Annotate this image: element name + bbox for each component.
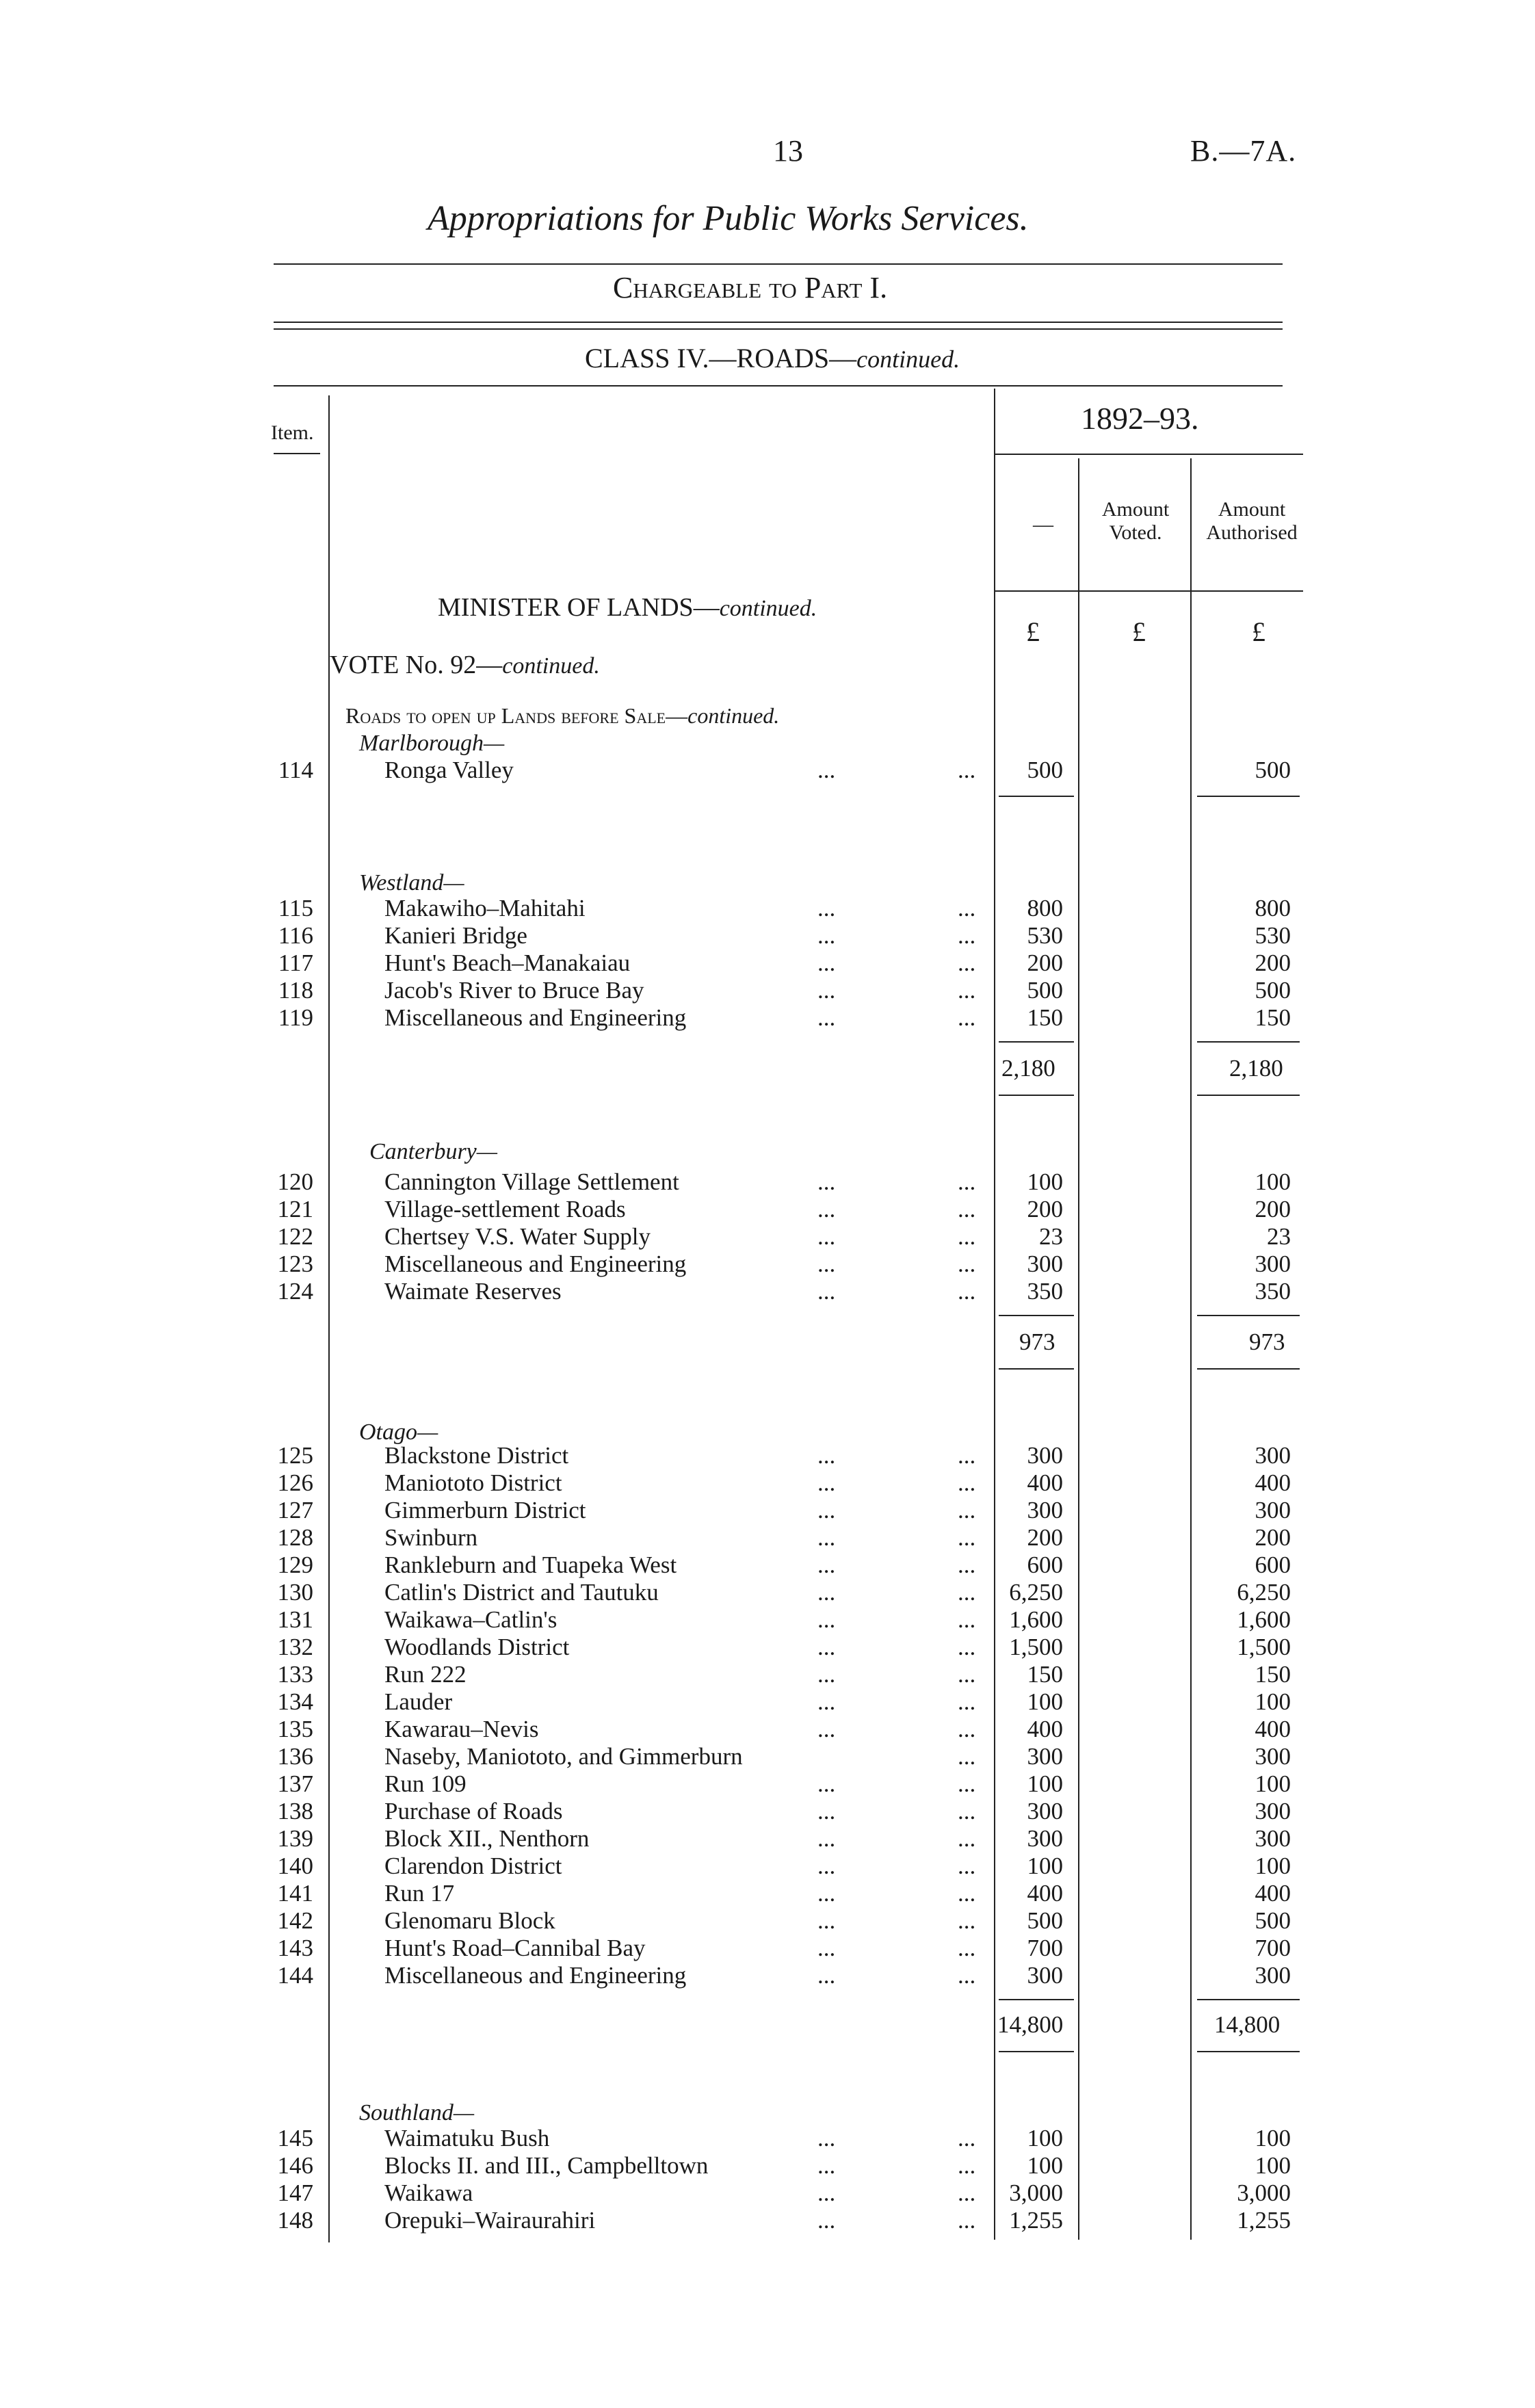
amount-authorised: 700 [1255,1935,1291,1961]
amount: 400 [1027,1880,1063,1907]
leader-dots: ... [958,2207,976,2234]
table-row [0,1962,1535,1989]
amount-authorised: 300 [1255,1251,1291,1277]
item-number: 134 [277,1688,313,1715]
item-name: Woodlands District [384,1634,570,1660]
table-row [0,1223,1535,1251]
leader-dots: ... [817,950,836,976]
amount-authorised: 300 [1255,1798,1291,1824]
item-name: Makawiho–Mahitahi [384,895,586,921]
leader-dots: ... [958,1770,976,1797]
rule-double-2 [274,328,1283,330]
item-name: Clarendon District [384,1853,562,1879]
item-number: 133 [277,1661,313,1688]
amount: 400 [1027,1469,1063,1496]
page-number: 13 [773,134,803,168]
item-name: Miscellaneous and Engineering [384,1251,687,1277]
leader-dots: ... [817,1524,836,1551]
amount-authorised: 100 [1255,2125,1291,2151]
item-name: Gimmerburn District [384,1497,586,1523]
voted-header-line-1: Amount [1101,498,1170,521]
amount: 150 [1027,1004,1063,1031]
rule-otago-sum2 [1197,1999,1300,2000]
item-name: Run 17 [384,1880,455,1907]
table-row [0,1880,1535,1907]
item-name: Waikawa [384,2180,473,2206]
rule-westland-end1 [999,1095,1074,1096]
leader-dots: ... [817,1688,836,1715]
rule-class [274,385,1283,387]
amount-authorised: 1,255 [1237,2207,1291,2234]
otago-total-authorised: 14,800 [1214,2011,1281,2038]
subtitle: Chargeable to Part I. [613,271,888,304]
amount-authorised: 200 [1255,1196,1291,1222]
table-row [0,1196,1535,1223]
leader-dots: ... [817,1716,836,1742]
leader-dots: ... [817,1962,836,1989]
amount: 100 [1027,2125,1063,2151]
table-row [0,2180,1535,2207]
item-name: Maniototo District [384,1469,562,1496]
amount-authorised: 150 [1255,1661,1291,1688]
leader-dots: ... [817,1798,836,1824]
leader-dots: ... [958,1223,976,1250]
table-row [0,1798,1535,1825]
item-name: Block XII., Nenthorn [384,1825,590,1852]
leader-dots: ... [817,1168,836,1195]
table-row [0,895,1535,922]
table-row [0,922,1535,950]
leader-dots: ... [958,1661,976,1688]
amount-authorised: 800 [1255,895,1291,921]
table-row [0,1278,1535,1305]
leader-dots: ... [817,977,836,1004]
year-rule [995,454,1303,455]
item-name: Run 109 [384,1770,467,1797]
item-number: 136 [277,1743,313,1770]
table-row [0,1661,1535,1688]
table-row [0,2152,1535,2180]
item-underline [274,453,320,454]
item-name: Miscellaneous and Engineering [384,1962,687,1989]
leader-dots: ... [958,1497,976,1523]
amount: 300 [1027,1798,1063,1824]
item-name: Orepuki–Wairaurahiri [384,2207,596,2234]
item-number: 115 [278,895,313,921]
amount-authorised: 530 [1255,922,1291,949]
header-bottom-rule [995,590,1303,592]
amount: 100 [1027,1853,1063,1879]
table-row [0,1716,1535,1743]
item-number: 144 [277,1962,313,1989]
leader-dots: ... [958,1251,976,1277]
item-number: 121 [277,1196,313,1222]
leader-dots: ... [817,1935,836,1961]
leader-dots: ... [817,1853,836,1879]
table-row [0,950,1535,977]
item-name: Lauder [384,1688,453,1715]
item-name: Hunt's Road–Cannibal Bay [384,1935,646,1961]
leader-dots: ... [958,950,976,976]
item-number: 132 [277,1634,313,1660]
amount-authorised: 200 [1255,1524,1291,1551]
item-name: Rankleburn and Tuapeka West [384,1552,677,1578]
item-number: 123 [277,1251,313,1277]
table-row [0,1688,1535,1716]
table-row [0,1552,1535,1579]
leader-dots: ... [958,1579,976,1606]
amount-authorised: 100 [1255,1688,1291,1715]
leader-dots: ... [958,1168,976,1195]
amount: 200 [1027,950,1063,976]
item-number: 114 [278,757,313,783]
amount-authorised: 300 [1255,1825,1291,1852]
amount-authorised: 300 [1255,1497,1291,1523]
item-number: 131 [277,1606,313,1633]
table-row [0,2207,1535,2234]
leader-dots: ... [958,2180,976,2206]
item-number: 116 [278,922,313,949]
item-number: 122 [277,1223,313,1250]
rule-double-1 [274,322,1283,323]
amount: 150 [1027,1661,1063,1688]
leader-dots: ... [817,1661,836,1688]
section-canterbury: Canterbury— [369,1139,497,1164]
item-name: Waimatuku Bush [384,2125,550,2151]
table-row [0,1825,1535,1853]
minister-heading: MINISTER OF LANDS—continued. [438,593,817,622]
leader-dots: ... [817,1907,836,1934]
table-row [0,1497,1535,1524]
amount-authorised: 300 [1255,1442,1291,1469]
item-number: 143 [277,1935,313,1961]
leader-dots: ... [817,2125,836,2151]
amount: 300 [1027,1497,1063,1523]
item-number: 117 [278,950,313,976]
item-name: Catlin's District and Tautuku [384,1579,659,1606]
item-number: 128 [277,1524,313,1551]
section-westland: Westland— [359,870,464,895]
leader-dots: ... [817,1442,836,1469]
item-name: Run 222 [384,1661,467,1688]
rule-westland-sum2 [1197,1041,1300,1043]
table-row [0,1907,1535,1935]
rule-canterbury-sum1 [999,1315,1074,1316]
amount: 200 [1027,1196,1063,1222]
leader-dots: ... [817,895,836,921]
item-number: 141 [277,1880,313,1907]
leader-dots: ... [817,1770,836,1797]
leader-dots: ... [958,922,976,949]
leader-dots: ... [817,1497,836,1523]
leader-dots: ... [817,922,836,949]
amount-authorised: 500 [1255,1907,1291,1934]
amount-authorised: 3,000 [1237,2180,1291,2206]
rule-canterbury-end1 [999,1368,1074,1370]
currency-col1: £ [1026,616,1040,647]
amount: 530 [1027,922,1063,949]
item-number: 127 [277,1497,313,1523]
leader-dots: ... [958,1935,976,1961]
item-name: Purchase of Roads [384,1798,563,1824]
currency-col3: £ [1252,616,1265,647]
item-name: Miscellaneous and Engineering [384,1004,687,1031]
item-number: 124 [277,1278,313,1305]
leader-dots: ... [958,1798,976,1824]
leader-dots: ... [958,2125,976,2151]
vote-heading: VOTE No. 92—continued. [330,651,600,679]
section-southland: Southland— [359,2100,475,2125]
leader-dots: ... [817,757,836,783]
item-name: Hunt's Beach–Manakaiau [384,950,631,976]
leader-dots: ... [958,1743,976,1770]
leader-dots: ... [958,977,976,1004]
leader-dots: ... [958,1880,976,1907]
rule-canterbury-sum2 [1197,1315,1300,1316]
amount-authorised: 1,500 [1237,1634,1291,1660]
amount: 500 [1027,977,1063,1004]
amount-authorised: 100 [1255,2152,1291,2179]
amount: 350 [1027,1278,1063,1305]
amount: 3,000 [1009,2180,1063,2206]
item-number: 138 [277,1798,313,1824]
leader-dots: ... [958,1442,976,1469]
amount-authorised: 400 [1255,1716,1291,1742]
amount: 500 [1027,757,1063,783]
leader-dots: ... [958,1853,976,1879]
table-row [0,977,1535,1004]
authorised-column-header [1194,498,1310,545]
leader-dots: ... [958,1962,976,1989]
rule-otago-end2 [1197,2051,1300,2052]
leader-dots: ... [817,1579,836,1606]
item-number: 140 [277,1853,313,1879]
amount: 800 [1027,895,1063,921]
item-name: Waikawa–Catlin's [384,1606,557,1633]
amount-authorised: 6,250 [1237,1579,1291,1606]
leader-dots: ... [958,1606,976,1633]
table-row [0,1634,1535,1661]
leader-dots: ... [817,1634,836,1660]
leader-dots: ... [817,2152,836,2179]
rule-marlborough-sub1 [999,796,1074,797]
authorised-header-line-2: Authorised [1206,521,1298,544]
leader-dots: ... [817,1223,836,1250]
rule-westland-sum1 [999,1041,1074,1043]
leader-dots: ... [958,895,976,921]
item-number: 118 [278,977,313,1004]
item-name: Glenomaru Block [384,1907,555,1934]
leader-dots: ... [958,1825,976,1852]
leader-dots: ... [958,2152,976,2179]
table-row [0,1469,1535,1497]
amount-authorised: 500 [1255,977,1291,1004]
table-row [0,1251,1535,1278]
leader-dots: ... [958,1716,976,1742]
leader-dots: ... [817,1825,836,1852]
amount: 300 [1027,1825,1063,1852]
item-name: Village-settlement Roads [384,1196,626,1222]
table-row [0,2125,1535,2152]
item-name: Kawarau–Nevis [384,1716,539,1742]
amount-authorised: 500 [1255,757,1291,783]
leader-dots: ... [958,1004,976,1031]
amount: 600 [1027,1552,1063,1578]
leader-dots: ... [817,1004,836,1031]
rule-otago-end1 [999,2051,1074,2052]
leader-dots: ... [958,757,976,783]
leader-dots: ... [958,1634,976,1660]
section-marlborough: Marlborough— [359,731,505,756]
item-number: 142 [277,1907,313,1934]
amount: 100 [1027,1688,1063,1715]
amount: 500 [1027,1907,1063,1934]
item-name: Swinburn [384,1524,478,1551]
roads-heading: Roads to open up Lands before Sale—continued. [345,703,780,728]
section-otago: Otago— [359,1419,438,1445]
table-row [0,1935,1535,1962]
amount-authorised: 150 [1255,1004,1291,1031]
rule-marlborough-sub2 [1197,796,1300,797]
amount: 6,250 [1009,1579,1063,1606]
item-name: Chertsey V.S. Water Supply [384,1223,651,1250]
amount: 300 [1027,1442,1063,1469]
item-number: 135 [277,1716,313,1742]
leader-dots: ... [817,1880,836,1907]
leader-dots: ... [958,1196,976,1222]
dash-column-header: — [1033,513,1053,536]
leader-dots: ... [958,1524,976,1551]
amount-authorised: 350 [1255,1278,1291,1305]
item-name: Jacob's River to Bruce Bay [384,977,644,1004]
year-header: 1892–93. [1081,401,1199,436]
amount-authorised: 200 [1255,950,1291,976]
voted-header-line-2: Voted. [1109,521,1162,544]
table-row [0,1442,1535,1469]
item-name: Blackstone District [384,1442,569,1469]
document-reference: B.—7A. [1190,134,1297,168]
amount: 400 [1027,1716,1063,1742]
table-row [0,1168,1535,1196]
leader-dots: ... [958,1688,976,1715]
item-number: 130 [277,1579,313,1606]
amount: 1,255 [1009,2207,1063,2234]
item-number: 137 [277,1770,313,1797]
westland-total-authorised: 2,180 [1229,1055,1283,1082]
rule-otago-sum1 [999,1999,1074,2000]
amount-authorised: 23 [1267,1223,1291,1250]
table-row [0,1606,1535,1634]
amount: 100 [1027,1168,1063,1195]
item-number: 145 [277,2125,313,2151]
rule-westland-end2 [1197,1095,1300,1096]
amount: 200 [1027,1524,1063,1551]
amount-authorised: 1,600 [1237,1606,1291,1633]
amount-authorised: 100 [1255,1853,1291,1879]
item-column-header: Item. [271,421,314,444]
item-number: 129 [277,1552,313,1578]
item-name: Blocks II. and III., Campbelltown [384,2152,709,2179]
rule-top [274,263,1283,265]
leader-dots: ... [817,1606,836,1633]
table-row [0,1524,1535,1552]
amount: 300 [1027,1251,1063,1277]
item-number: 125 [277,1442,313,1469]
amount-authorised: 400 [1255,1880,1291,1907]
amount-authorised: 100 [1255,1168,1291,1195]
leader-dots: ... [817,2180,836,2206]
leader-dots: ... [958,1469,976,1496]
leader-dots: ... [817,1278,836,1305]
item-name: Cannington Village Settlement [384,1168,679,1195]
amount-authorised: 100 [1255,1770,1291,1797]
leader-dots: ... [958,1278,976,1305]
westland-total: 2,180 [1001,1055,1055,1082]
amount-authorised: 400 [1255,1469,1291,1496]
leader-dots: ... [958,1552,976,1578]
item-number: 148 [277,2207,313,2234]
item-name: Waimate Reserves [384,1278,562,1305]
leader-dots: ... [817,1196,836,1222]
item-number: 139 [277,1825,313,1852]
leader-dots: ... [817,1469,836,1496]
amount-authorised: 300 [1255,1962,1291,1989]
item-number: 147 [277,2180,313,2206]
item-name: Ronga Valley [384,757,514,783]
amount: 1,600 [1009,1606,1063,1633]
class-heading: CLASS IV.—ROADS—continued. [585,343,960,374]
canterbury-total: 973 [1019,1329,1055,1355]
leader-dots: ... [958,1907,976,1934]
amount: 700 [1027,1935,1063,1961]
leader-dots: ... [817,1552,836,1578]
authorised-header-line-1: Amount [1218,498,1286,521]
item-name: Kanieri Bridge [384,922,527,949]
table-row [0,1579,1535,1606]
voted-column-header [1081,498,1190,545]
table-row [0,757,1535,784]
amount: 23 [1039,1223,1063,1250]
table-row [0,1743,1535,1770]
rule-canterbury-end2 [1197,1368,1300,1370]
otago-total: 14,800 [997,2011,1064,2038]
item-name: Naseby, Maniototo, and Gimmerburn [384,1743,743,1770]
item-number: 146 [277,2152,313,2179]
amount: 100 [1027,1770,1063,1797]
canterbury-total-authorised: 973 [1249,1329,1285,1355]
item-number: 119 [278,1004,313,1031]
leader-dots: ... [817,2207,836,2234]
currency-col2: £ [1132,616,1146,647]
amount-authorised: 300 [1255,1743,1291,1770]
item-number: 120 [277,1168,313,1195]
table-row [0,1770,1535,1798]
table-row [0,1004,1535,1032]
amount-authorised: 600 [1255,1552,1291,1578]
leader-dots: ... [817,1251,836,1277]
amount: 300 [1027,1743,1063,1770]
amount: 100 [1027,2152,1063,2179]
amount: 1,500 [1009,1634,1063,1660]
item-number: 126 [277,1469,313,1496]
table-row [0,1853,1535,1880]
amount: 300 [1027,1962,1063,1989]
page-title: Appropriations for Public Works Services. [428,199,1029,238]
